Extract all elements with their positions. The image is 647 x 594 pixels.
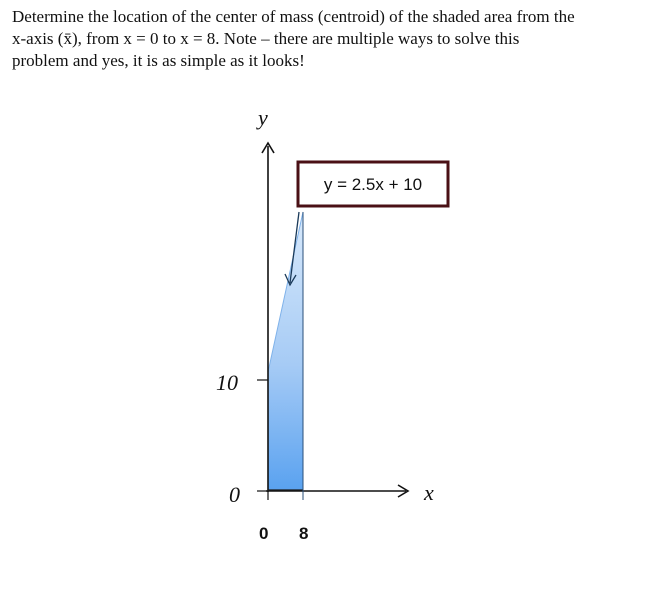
x-tick-0-label: 0: [259, 524, 269, 543]
problem-line-2: x-axis (x̄), from x = 0 to x = 8. Note – there are multiple ways to solve this: [12, 29, 520, 48]
equation-label: y = 2.5x + 10: [323, 175, 423, 194]
x-axis-label: x: [424, 480, 434, 505]
y-tick-0-label: 0: [229, 482, 240, 507]
x-tick-8-label: 8: [299, 524, 309, 543]
y-axis-label: y: [258, 105, 268, 130]
shaded-area: [268, 212, 303, 490]
problem-line-1: Determine the location of the center of mass (centroid) of the shaded area from the: [12, 7, 575, 26]
problem-line-3: problem and yes, it is as simple as it looks!: [12, 51, 305, 70]
y-tick-10-label: 10: [216, 370, 238, 395]
